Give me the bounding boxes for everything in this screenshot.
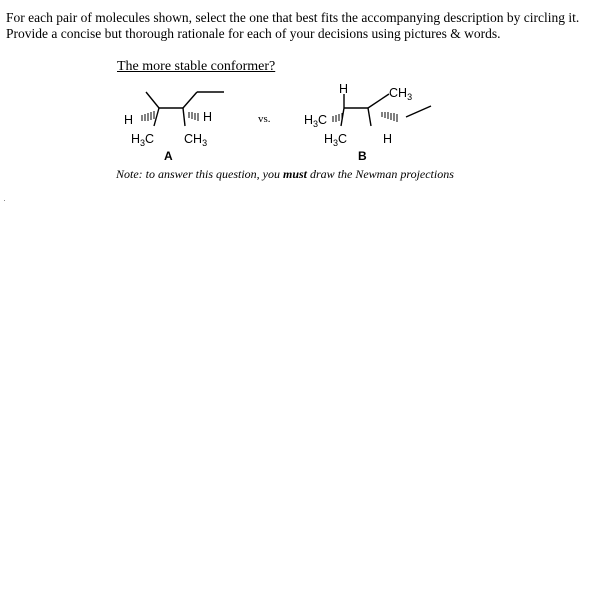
instructions-text: For each pair of molecules shown, select the one that best fits the accompanying description by circling it. Provide a concise but thorough rationale for each of your decisions using pictures & words. [6, 10, 580, 41]
molecule-b-bottom-h: H [383, 132, 393, 146]
note-suffix: draw the Newman projections [310, 167, 454, 181]
molecule-b-bond [406, 106, 431, 117]
molecule-b-top-h: H [339, 82, 349, 96]
molecule-b-hashed-bond-right [382, 112, 397, 122]
molecule-a-methyl-left: $H_3C$ [131, 132, 155, 148]
vs-text: vs. [258, 113, 271, 125]
molecule-b-bond [368, 94, 389, 108]
molecule-b-hashed-methyl: $H_3C$ [304, 113, 328, 129]
molecule-a-bond [183, 108, 185, 126]
molecule-b [304, 82, 431, 163]
note-text [116, 167, 454, 182]
molecule-a-bond [183, 92, 197, 108]
molecule-b-down-methyl: $H_3C$ [324, 132, 348, 148]
molecule-b-bond [368, 108, 371, 126]
note-prefix: Note: to answer this question, you [116, 167, 280, 181]
molecule-a-bond [154, 108, 159, 126]
molecule-a-methyl-right: $CH_3$ [184, 132, 208, 148]
molecule-a-right-hashed-h: H [203, 110, 213, 124]
molecule-a-label: A [164, 149, 173, 163]
question-title: The more stable conformer? [117, 59, 276, 74]
molecule-b-label: B [358, 149, 367, 163]
molecule-a-left-hashed-h: H [124, 113, 134, 127]
molecule-a-bond [146, 92, 159, 108]
molecule-b-top-methyl: $CH_3$ [389, 86, 413, 102]
note-emphasis: must [283, 167, 308, 181]
molecule-b-hashed-bond-left [333, 113, 342, 122]
molecule-a-hashed-bond-right [189, 112, 198, 121]
molecule-structures [0, 75, 600, 170]
molecule-a [124, 92, 224, 163]
stray-mark [4, 200, 5, 201]
molecule-a-hashed-bond-left [142, 111, 154, 121]
